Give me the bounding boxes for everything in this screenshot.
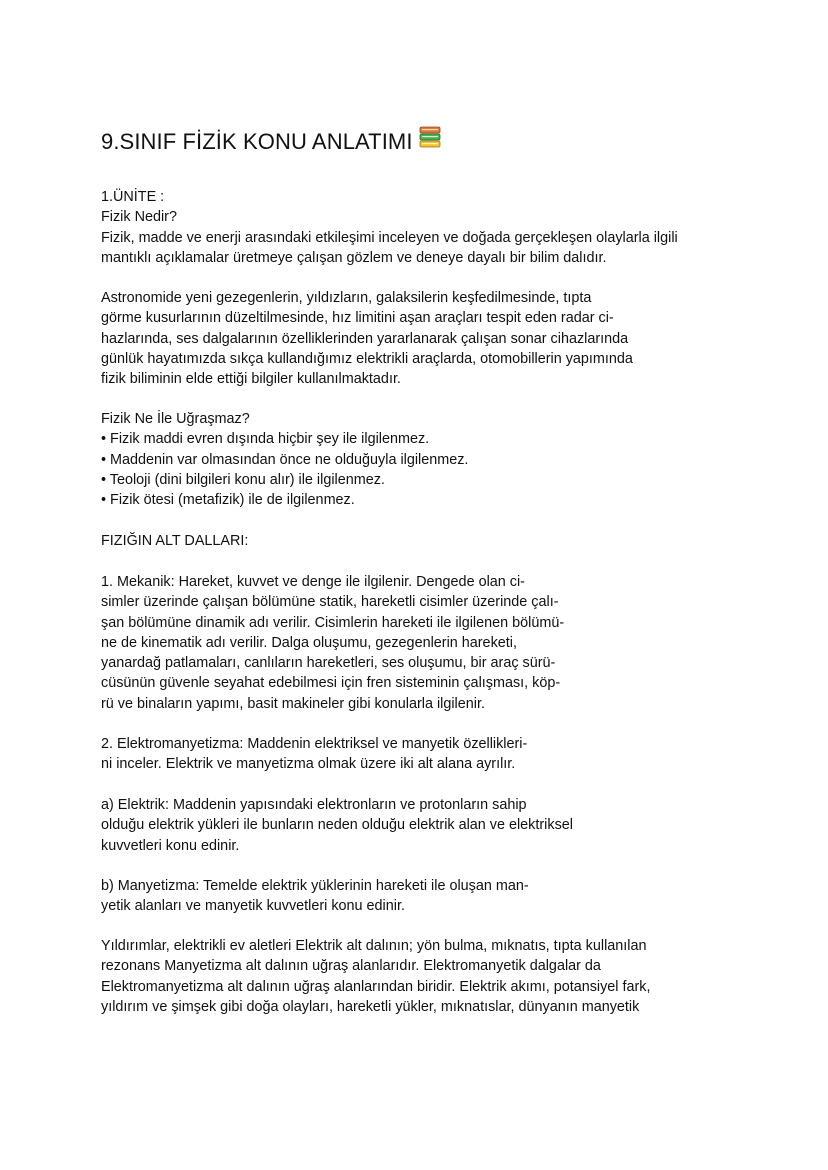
text-line: Fizik Nedir?: [101, 209, 177, 226]
text-line: simler üzerinde çalışan bölümüne statik, hareketli cisimler üzerinde çalı-: [101, 594, 559, 611]
text-line: yanardağ patlamaları, canlıların hareketleri, ses oluşumu, bir araç sürü-: [101, 655, 556, 672]
books-icon: [419, 125, 441, 157]
text-line: kuvvetleri konu edinir.: [101, 837, 240, 854]
text-line: hazlarında, ses dalgalarının özelliklerinden yararlanarak çalışan sonar cihazlarında: [101, 330, 629, 347]
text-line: yıldırım ve şimşek gibi doğa olayları, hareketli yükler, mıknatıslar, dünyanın manyetik: [101, 998, 640, 1015]
examples-paragraph: [101, 936, 651, 1017]
text-line: günlük hayatımızda sıkça kullandığımız elektrikli araçlarda, otomobillerin yapımında: [101, 350, 633, 367]
electricity-paragraph: [101, 795, 573, 856]
text-line: görme kusurlarının düzeltilmesinde, hız limitini aşan araçları tespit eden radar ci-: [101, 310, 614, 327]
list-item: • Maddenin var olmasından önce ne olduğuyla ilgilenmez.: [101, 451, 469, 468]
text-line: cüsünün güvenle seyahat edebilmesi için fren sisteminin çalışması, köp-: [101, 675, 561, 692]
text-line: Yıldırımlar, elektrikli ev aletleri Elektrik alt dalının; yön bulma, mıknatıs, tıpta kullanılan: [101, 938, 647, 954]
page-title: [101, 127, 441, 159]
unit-intro-paragraph: [101, 187, 678, 268]
text-line: ne de kinematik adı verilir. Dalga oluşumu, gezegenlerin hareketi,: [101, 634, 517, 651]
list-item: • Fizik ötesi (metafizik) ile de ilgilenmez.: [101, 492, 355, 509]
text-line: FIZIĞIN ALT DALLARI:: [101, 533, 249, 549]
text-line: fizik biliminin elde ettiği bilgiler kullanılmaktadır.: [101, 371, 401, 388]
text-line: olduğu elektrik yükleri ile bunların neden olduğu elektrik alan ve elektriksel: [101, 817, 573, 834]
text-line: Astronomide yeni gezegenlerin, yıldızların, galaksilerin keşfedilmesinde, tıpta: [101, 290, 592, 306]
text-line: ni inceler. Elektrik ve manyetizma olmak üzere iki alt alana ayrılır.: [101, 756, 516, 773]
text-line: 2. Elektromanyetizma: Maddenin elektriksel ve manyetik özellikleri-: [101, 736, 528, 752]
text-line: Fizik Ne İle Uğraşmaz?: [101, 411, 250, 427]
text-line: a) Elektrik: Maddenin yapısındaki elektronların ve protonların sahip: [101, 797, 527, 813]
text-line: yetik alanları ve manyetik kuvvetleri konu edinir.: [101, 898, 405, 915]
text-line: mantıklı açıklamalar üretmeye çalışan gözlem ve deneye dayalı bir bilim dalıdır.: [101, 249, 607, 266]
section-heading: [101, 531, 248, 551]
list-item: • Teoloji (dini bilgileri konu alır) ile ilgilenmez.: [101, 471, 385, 488]
text-line: rü ve binaların yapımı, basit makineler gibi konularla ilgilenir.: [101, 695, 485, 712]
text-line: b) Manyetizma: Temelde elektrik yüklerinin hareketi ile oluşan man-: [101, 878, 529, 894]
not-concerned-list: [101, 409, 468, 510]
text-line: Fizik, madde ve enerji arasındaki etkileşimi inceleyen ve doğada gerçekleşen olaylarla ilgili: [101, 229, 678, 246]
mechanics-paragraph: [101, 572, 564, 714]
electromagnetism-paragraph: [101, 734, 527, 775]
astronomy-paragraph: [101, 288, 633, 389]
text-line: Elektromanyetizma alt dalının uğraş alanlarından biridir. Elektrik akımı, potansiyel fark,: [101, 978, 651, 995]
text-line: şan bölümüne dinamik adı verilir. Cisimlerin hareketi ile ilgilenen bölümü-: [101, 614, 565, 631]
list-item: • Fizik maddi evren dışında hiçbir şey ile ilgilenmez.: [101, 431, 430, 448]
title-text: 9.SINIF FİZİK KONU ANLATIMI: [101, 129, 413, 154]
magnetism-paragraph: [101, 876, 529, 917]
text-line: 1.ÜNİTE :: [101, 189, 165, 205]
text-line: rezonans Manyetizma alt dalının uğraş alanlarıdır. Elektromanyetik dalgalar da: [101, 958, 601, 975]
text-line: 1. Mekanik: Hareket, kuvvet ve denge ile ilgilenir. Dengede olan ci-: [101, 574, 525, 590]
